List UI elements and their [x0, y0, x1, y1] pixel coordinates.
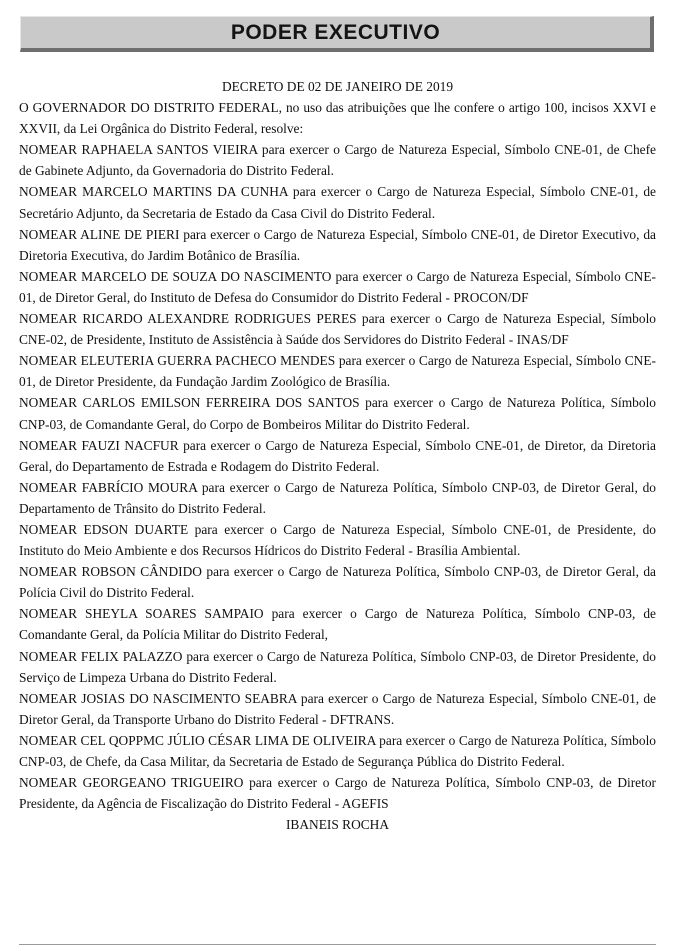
section-title: PODER EXECUTIVO	[230, 20, 441, 44]
appointment-item: NOMEAR JOSIAS DO NASCIMENTO SEABRA para exercer o Cargo de Natureza Especial, Símbolo CNE-01, de Diretor Geral, da Transporte Urbano do Distrito Federal - DFTRANS.	[19, 690, 656, 727]
decree-preamble: O GOVERNADOR DO DISTRITO FEDERAL, no uso das atribuições que lhe confere o artigo 100, incisos XXVI e XXVII, da Lei Orgânica do Distrito Federal, resolve:	[19, 100, 656, 137]
appointment-item: NOMEAR MARCELO DE SOUZA DO NASCIMENTO para exercer o Cargo de Natureza Especial, Símbolo CNE-01, de Diretor Geral, do Instituto de Defesa do Consumidor do Distrito Federal - PROCON/DF	[19, 268, 656, 305]
appointment-item: NOMEAR ELEUTERIA GUERRA PACHECO MENDES para exercer o Cargo de Natureza Especial, Símbolo CNE-01, de Diretor Presidente, da Fundação Jardim Zoológico de Brasília.	[19, 353, 656, 390]
appointment-item: NOMEAR ROBSON CÂNDIDO para exercer o Cargo de Natureza Política, Símbolo CNP-03, de Diretor Geral, da Polícia Civil do Distrito Federal.	[19, 564, 656, 601]
section-header	[20, 16, 654, 52]
appointment-item: NOMEAR RICARDO ALEXANDRE RODRIGUES PERES para exercer o Cargo de Natureza Especial, Símbolo CNE-02, de Presidente, Instituto de Assistência à Saúde dos Servidores do Distrito Federal - INAS/DF	[19, 311, 656, 348]
appointment-item: NOMEAR SHEYLA SOARES SAMPAIO para exercer o Cargo de Natureza Política, Símbolo CNP-03, de Comandante Geral, da Polícia Militar do Distrito Federal,	[19, 606, 656, 643]
signature: IBANEIS ROCHA	[285, 817, 390, 833]
appointment-item: NOMEAR RAPHAELA SANTOS VIEIRA para exercer o Cargo de Natureza Especial, Símbolo CNE-01, de Chefe de Gabinete Adjunto, da Governadoria do Distrito Federal.	[19, 142, 656, 179]
appointment-item: NOMEAR GEORGEANO TRIGUEIRO para exercer o Cargo de Natureza Política, Símbolo CNP-03, de Diretor Presidente, da Agência de Fiscalização do Distrito Federal - AGEFIS	[19, 775, 656, 812]
appointment-item: NOMEAR EDSON DUARTE para exercer o Cargo de Natureza Especial, Símbolo CNE-01, de Presidente, do Instituto do Meio Ambiente e dos Recursos Hídricos do Distrito Federal - Brasília Ambiental.	[19, 521, 656, 559]
appointment-item: NOMEAR MARCELO MARTINS DA CUNHA para exercer o Cargo de Natureza Especial, Símbolo CNE-01, de Secretário Adjunto, da Secretaria de Estado da Casa Civil do Distrito Federal.	[19, 184, 656, 221]
decree-body	[19, 76, 656, 835]
appointment-item: NOMEAR FAUZI NACFUR para exercer o Cargo de Natureza Especial, Símbolo CNE-01, de Diretor, da Diretoria Geral, do Departamento de Estrada e Rodagem do Distrito Federal.	[19, 437, 656, 474]
appointment-item: NOMEAR ALINE DE PIERI para exercer o Cargo de Natureza Especial, Símbolo CNE-01, de Diretor Executivo, da Diretoria Executiva, do Jardim Botânico de Brasília.	[19, 226, 656, 263]
appointment-item: NOMEAR CEL QOPPMC JÚLIO CÉSAR LIMA DE OLIVEIRA para exercer o Cargo de Natureza Política, Símbolo CNP-03, de Chefe, da Casa Militar, da Secretaria de Estado de Segurança Pública do Distrito Federal.	[19, 732, 656, 769]
decree-title: DECRETO DE 02 DE JANEIRO DE 2019	[221, 79, 454, 94]
appointment-item: NOMEAR CARLOS EMILSON FERREIRA DOS SANTOS para exercer o Cargo de Natureza Política, Símbolo CNP-03, de Comandante Geral, do Corpo de Bombeiros Militar do Distrito Federal.	[19, 395, 656, 432]
bottom-divider	[19, 944, 656, 945]
appointment-item: NOMEAR FELIX PALAZZO para exercer o Cargo de Natureza Política, Símbolo CNP-03, de Diretor Presidente, do Serviço de Limpeza Urbana do Distrito Federal.	[19, 648, 656, 685]
appointment-item: NOMEAR FABRÍCIO MOURA para exercer o Cargo de Natureza Política, Símbolo CNP-03, de Diretor Geral, do Departamento de Trânsito do Distrito Federal.	[19, 479, 656, 516]
